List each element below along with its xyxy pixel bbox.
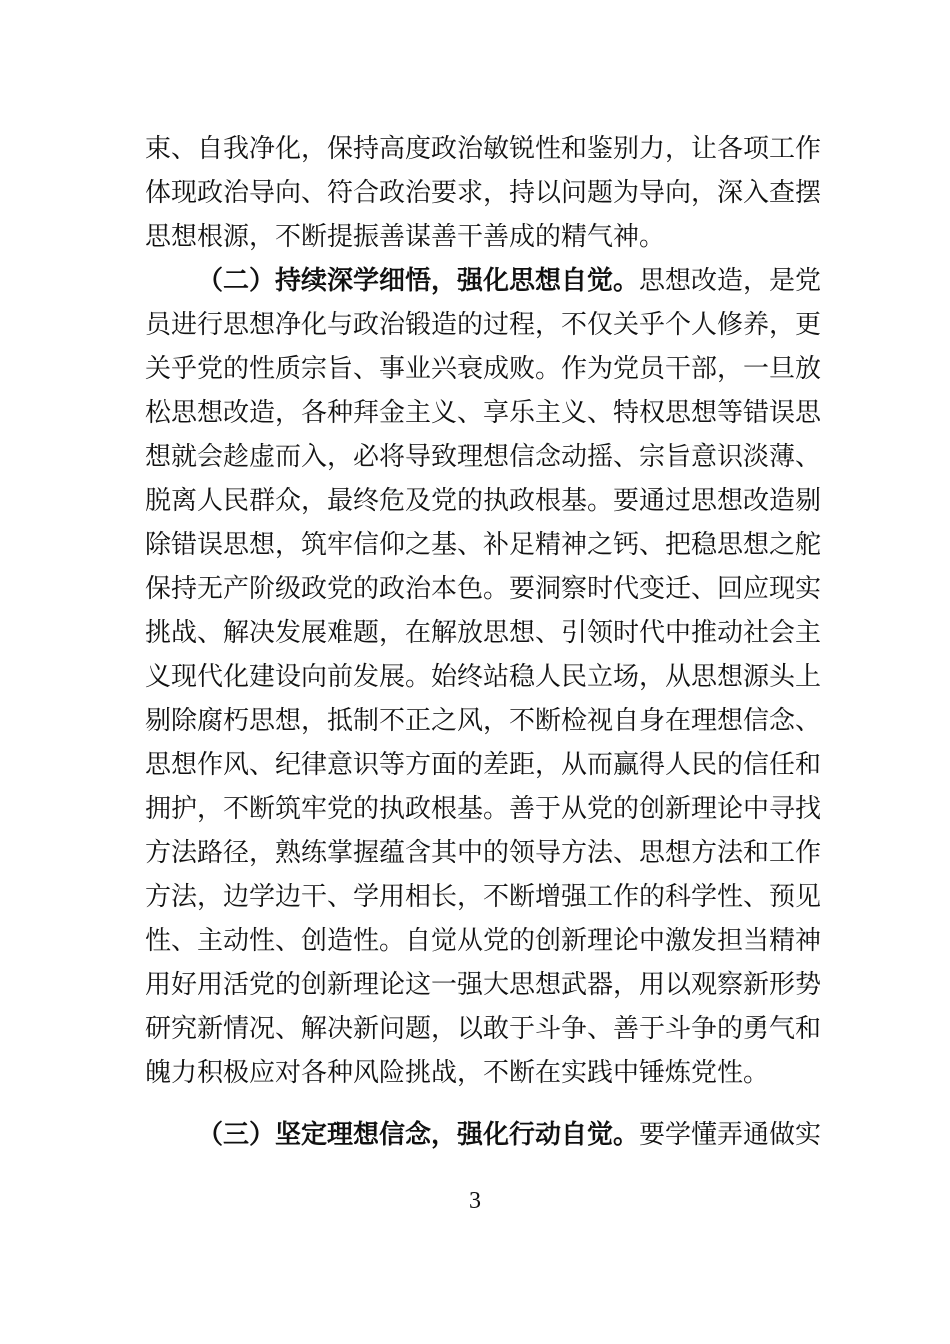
paragraph-2-line-12: 思想作风、纪律意识等方面的差距，从而赢得人民的信任和 bbox=[145, 750, 822, 780]
paragraph-2-line-3: 关乎党的性质宗旨、事业兴衰成败。作为党员干部，一旦放 bbox=[145, 354, 822, 384]
paragraph-2-line-6: 脱离人民群众，最终危及党的执政根基。要通过思想改造剔 bbox=[145, 486, 822, 516]
paragraph-3-line-1-text: 要学懂弄通做实 bbox=[639, 1120, 822, 1150]
paragraph-2-line-15: 方法，边学边干、学用相长，不断增强工作的科学性、预见 bbox=[145, 882, 822, 912]
paragraph-2-line-8: 保持无产阶级政党的政治本色。要洞察时代变迁、回应现实 bbox=[145, 574, 822, 604]
section-heading-2: （二）持续深学细悟，强化思想自觉。 bbox=[197, 266, 640, 296]
paragraph-2-line-7: 除错误思想，筑牢信仰之基、补足精神之钙、把稳思想之舵 bbox=[145, 530, 822, 560]
paragraph-2-line-10: 义现代化建设向前发展。始终站稳人民立场，从思想源头上 bbox=[145, 662, 822, 692]
paragraph-2-line-11: 剔除腐朽思想，抵制不正之风，不断检视自身在理想信念、 bbox=[145, 706, 822, 736]
paragraph-1-line-3: 思想根源，不断提振善谋善干善成的精气神。 bbox=[145, 222, 666, 252]
paragraph-2-line-2: 员进行思想净化与政治锻造的过程，不仅关乎个人修养，更 bbox=[145, 310, 822, 340]
paragraph-2-line-1 bbox=[197, 259, 822, 303]
paragraph-2-line-19: 魄力积极应对各种风险挑战，不断在实践中锤炼党性。 bbox=[145, 1058, 770, 1088]
paragraph-2-line-1-text: 思想改造，是党 bbox=[639, 266, 822, 296]
paragraph-1-line-1: 束、自我净化，保持高度政治敏锐性和鉴别力，让各项工作 bbox=[145, 134, 822, 164]
page-number: 3 bbox=[469, 1188, 481, 1214]
paragraph-2-line-16: 性、主动性、创造性。自觉从党的创新理论中激发担当精神 bbox=[145, 926, 822, 956]
section-heading-3: （三）坚定理想信念，强化行动自觉。 bbox=[197, 1120, 640, 1150]
paragraph-2-line-4: 松思想改造，各种拜金主义、享乐主义、特权思想等错误思 bbox=[145, 398, 822, 428]
paragraph-2-line-5: 想就会趁虚而入，必将导致理想信念动摇、宗旨意识淡薄、 bbox=[145, 442, 822, 472]
paragraph-2-line-17: 用好用活党的创新理论这一强大思想武器，用以观察新形势 bbox=[145, 970, 822, 1000]
paragraph-1-line-2: 体现政治导向、符合政治要求，持以问题为导向，深入查摆 bbox=[145, 178, 822, 208]
paragraph-3-line-1 bbox=[197, 1113, 822, 1157]
paragraph-2-line-14: 方法路径，熟练掌握蕴含其中的领导方法、思想方法和工作 bbox=[145, 838, 822, 868]
paragraph-2-line-13: 拥护，不断筑牢党的执政根基。善于从党的创新理论中寻找 bbox=[145, 794, 822, 824]
paragraph-2-line-18: 研究新情况、解决新问题，以敢于斗争、善于斗争的勇气和 bbox=[145, 1014, 822, 1044]
paragraph-2-line-9: 挑战、解决发展难题，在解放思想、引领时代中推动社会主 bbox=[145, 618, 822, 648]
